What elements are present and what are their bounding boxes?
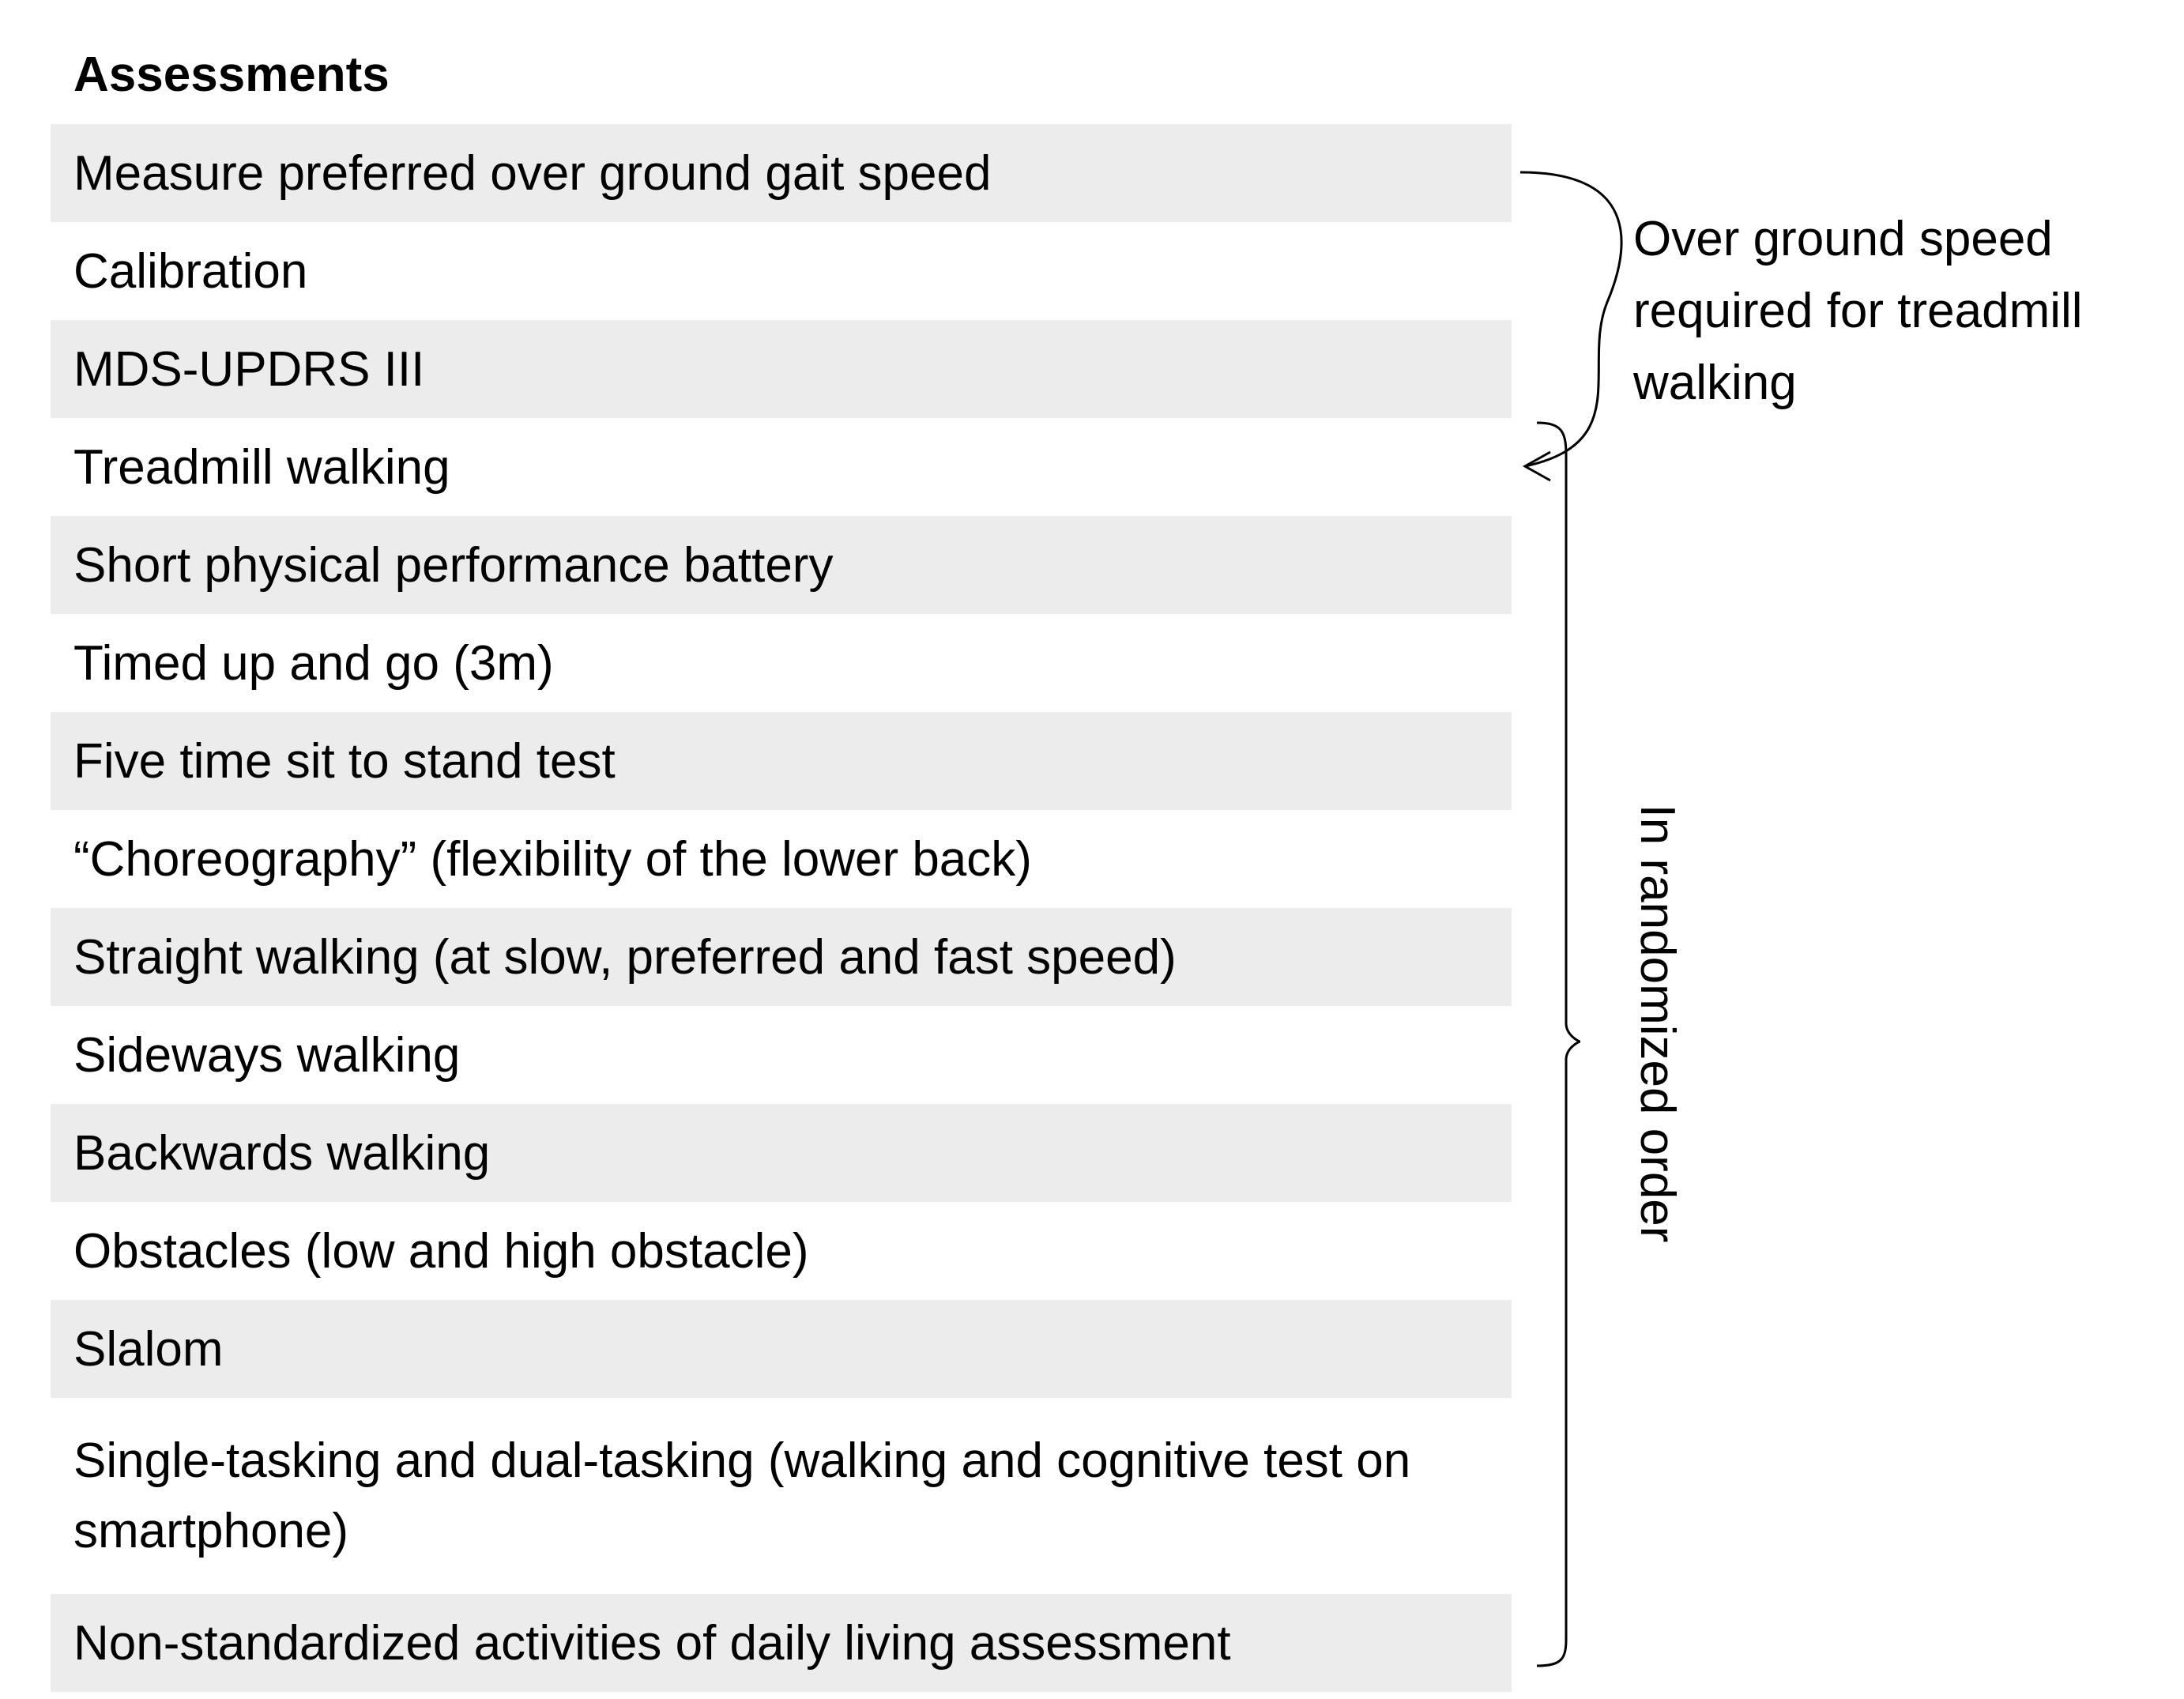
note-line: walking: [1633, 356, 1797, 410]
assessment-row: Sideways walking: [73, 1027, 461, 1083]
assessment-row: Obstacles (low and high obstacle): [73, 1223, 809, 1279]
assessment-row: Measure preferred over ground gait speed: [51, 124, 1512, 222]
randomized-order-label: In randomized order: [1630, 804, 1685, 1243]
note-line: required for treadmill: [1633, 284, 2083, 338]
randomized-brace: [1537, 423, 1580, 1666]
assessments-title: Assessments: [73, 47, 390, 102]
assessment-row: Non-standardized activities of daily living assessment: [51, 1594, 1512, 1692]
assessment-row: Single-tasking and dual-tasking (walking and cognitive test on smartphone): [73, 1433, 1411, 1558]
assessment-row: Straight walking (at slow, preferred and fast speed): [51, 908, 1512, 1006]
assessment-row: Backwards walking: [51, 1104, 1512, 1202]
assessment-row: Short physical performance battery: [51, 516, 1512, 614]
assessment-row: Slalom: [51, 1300, 1512, 1398]
assessment-row: Treadmill walking: [73, 439, 450, 495]
assessment-row: Timed up and go (3m): [73, 635, 554, 691]
over-ground-speed-note: [1633, 203, 2083, 419]
note-line: Over ground speed: [1633, 212, 2053, 266]
assessment-row: Five time sit to stand test: [51, 712, 1512, 810]
curved-arrow-connector: [1520, 172, 1621, 466]
assessment-row: “Choreography” (flexibility of the lower back): [73, 831, 1032, 887]
assessment-row: Calibration: [73, 243, 308, 299]
assessment-row: MDS-UPDRS III: [51, 320, 1512, 418]
